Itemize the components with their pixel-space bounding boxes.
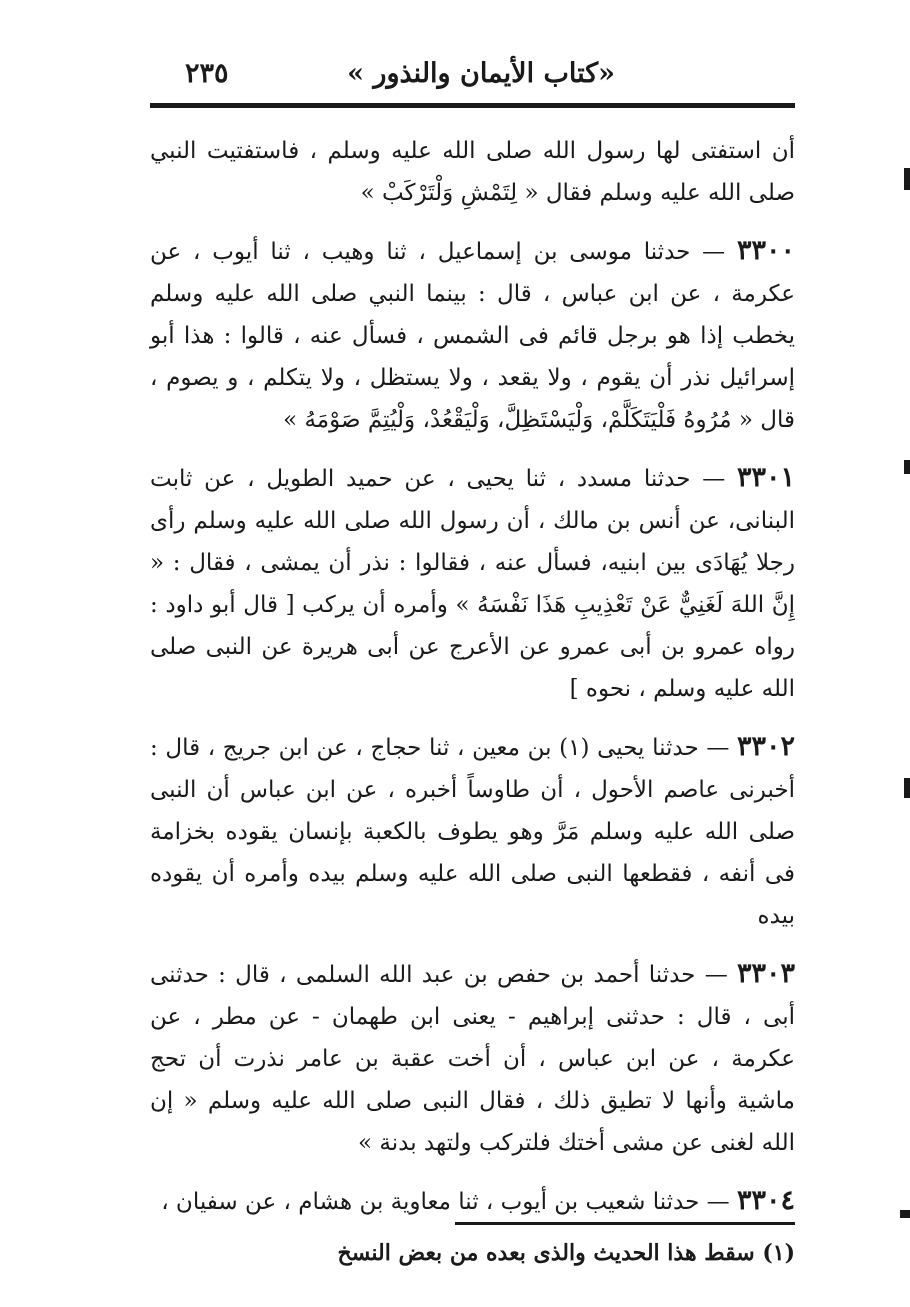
- paragraph-text: — حدثنا أحمد بن حفص بن عبد الله السلمى ، قال : حدثنى أبى ، قال : حدثنى إبراهيم - يعنى ابن طهمان - عن مطر ، عن عكرمة ، عن ابن عباس ، أن أخت عقبة بن عامر نذرت أن تحج ماشية وأنها لا تطيق ذلك ، فقال النبى صلى الله عليه وسلم « إن الله لغنى عن مشى أختك فلتركب ولتهد بدنة »: [150, 962, 795, 1156]
- hadith-3301: [150, 457, 795, 710]
- hadith-number: ٣٣٠٣: [737, 958, 796, 989]
- paragraph-text: — حدثنا يحيى (١) بن معين ، ثنا حجاج ، عن ابن جريج ، قال : أخبرنى عاصم الأحول ، أن طاوساً أخبره ، عن ابن عباس أن النبى صلى الله عليه وسلم مَرَّ وهو يطوف بالكعبة بإنسان يقوده بخزامة فى أنفه ، فقطعها النبى صلى الله عليه وسلم بيده وأمره أن يقوده بيده: [150, 735, 795, 929]
- footnote: (١) سقط هذا الحديث والذى بعده من بعض النسخ: [337, 1240, 795, 1266]
- hadith-number: ٣٣٠٠: [737, 235, 796, 266]
- paragraph-text: — حدثنا مسدد ، ثنا يحيى ، عن حميد الطويل ، عن ثابت البنانى، عن أنس بن مالك ، أن رسول الله صلى الله عليه وسلم رأى رجلا يُهَادَى بين ابنيه، فسأل عنه ، فقالوا : نذر أن يمشى ، فقال : « إِنَّ اللهَ لَغَنِيٌّ عَنْ تَعْذِيبِ هَذَا نَفْسَهُ » وأمره أن يركب [ قال أبو داود : رواه عمرو بن أبى عمرو عن الأعرج عن أبى هريرة عن النبى صلى الله عليه وسلم ، نحوه ]: [150, 466, 795, 702]
- hadith-3303: [150, 953, 795, 1164]
- running-title: «كتاب الأيمان والنذور »: [347, 58, 615, 89]
- scan-edge-mark: [904, 778, 910, 798]
- page-header: [150, 58, 795, 98]
- hadith-3300: [150, 230, 795, 441]
- hadith-3304: [150, 1180, 795, 1223]
- paragraph-text: — حدثنا شعيب بن أيوب ، ثنا معاوية بن هشام ، عن سفيان ،: [161, 1189, 730, 1215]
- hadith-3302: [150, 726, 795, 937]
- scan-edge-mark: [904, 168, 910, 190]
- page-number: ٢٣٥: [185, 58, 229, 89]
- paragraph-text: أن استفتى لها رسول الله صلى الله عليه وسلم ، فاستفتيت النبي صلى الله عليه وسلم فقال « لِتَمْشِ وَلْتَرْكَبْ »: [150, 138, 795, 206]
- hadith-number: ٣٣٠١: [737, 462, 796, 493]
- header-rule: [150, 103, 795, 108]
- hadith-number: ٣٣٠٢: [737, 731, 796, 762]
- paragraph-continuation: [150, 130, 795, 214]
- scan-edge-mark: [900, 1210, 910, 1218]
- hadith-number: ٣٣٠٤: [736, 1185, 795, 1216]
- main-text: [150, 130, 795, 1239]
- paragraph-text: — حدثنا موسى بن إسماعيل ، ثنا وهيب ، ثنا أيوب ، عن عكرمة ، عن ابن عباس ، قال : بينما النبي صلى الله عليه وسلم يخطب إذا هو برجل قائم فى الشمس ، فسأل عنه ، قالوا : هذا أبو إسرائيل نذر أن يقوم ، ولا يقعد ، ولا يستظل ، ولا يتكلم ، و يصوم ، قال « مُرُوهُ فَلْيَتَكَلَّمْ، وَلْيَسْتَظِلَّ، وَلْيَقْعُدْ، وَلْيُتِمَّ صَوْمَهُ »: [150, 239, 795, 433]
- scan-edge-mark: [904, 460, 910, 474]
- footnote-rule: [455, 1222, 795, 1225]
